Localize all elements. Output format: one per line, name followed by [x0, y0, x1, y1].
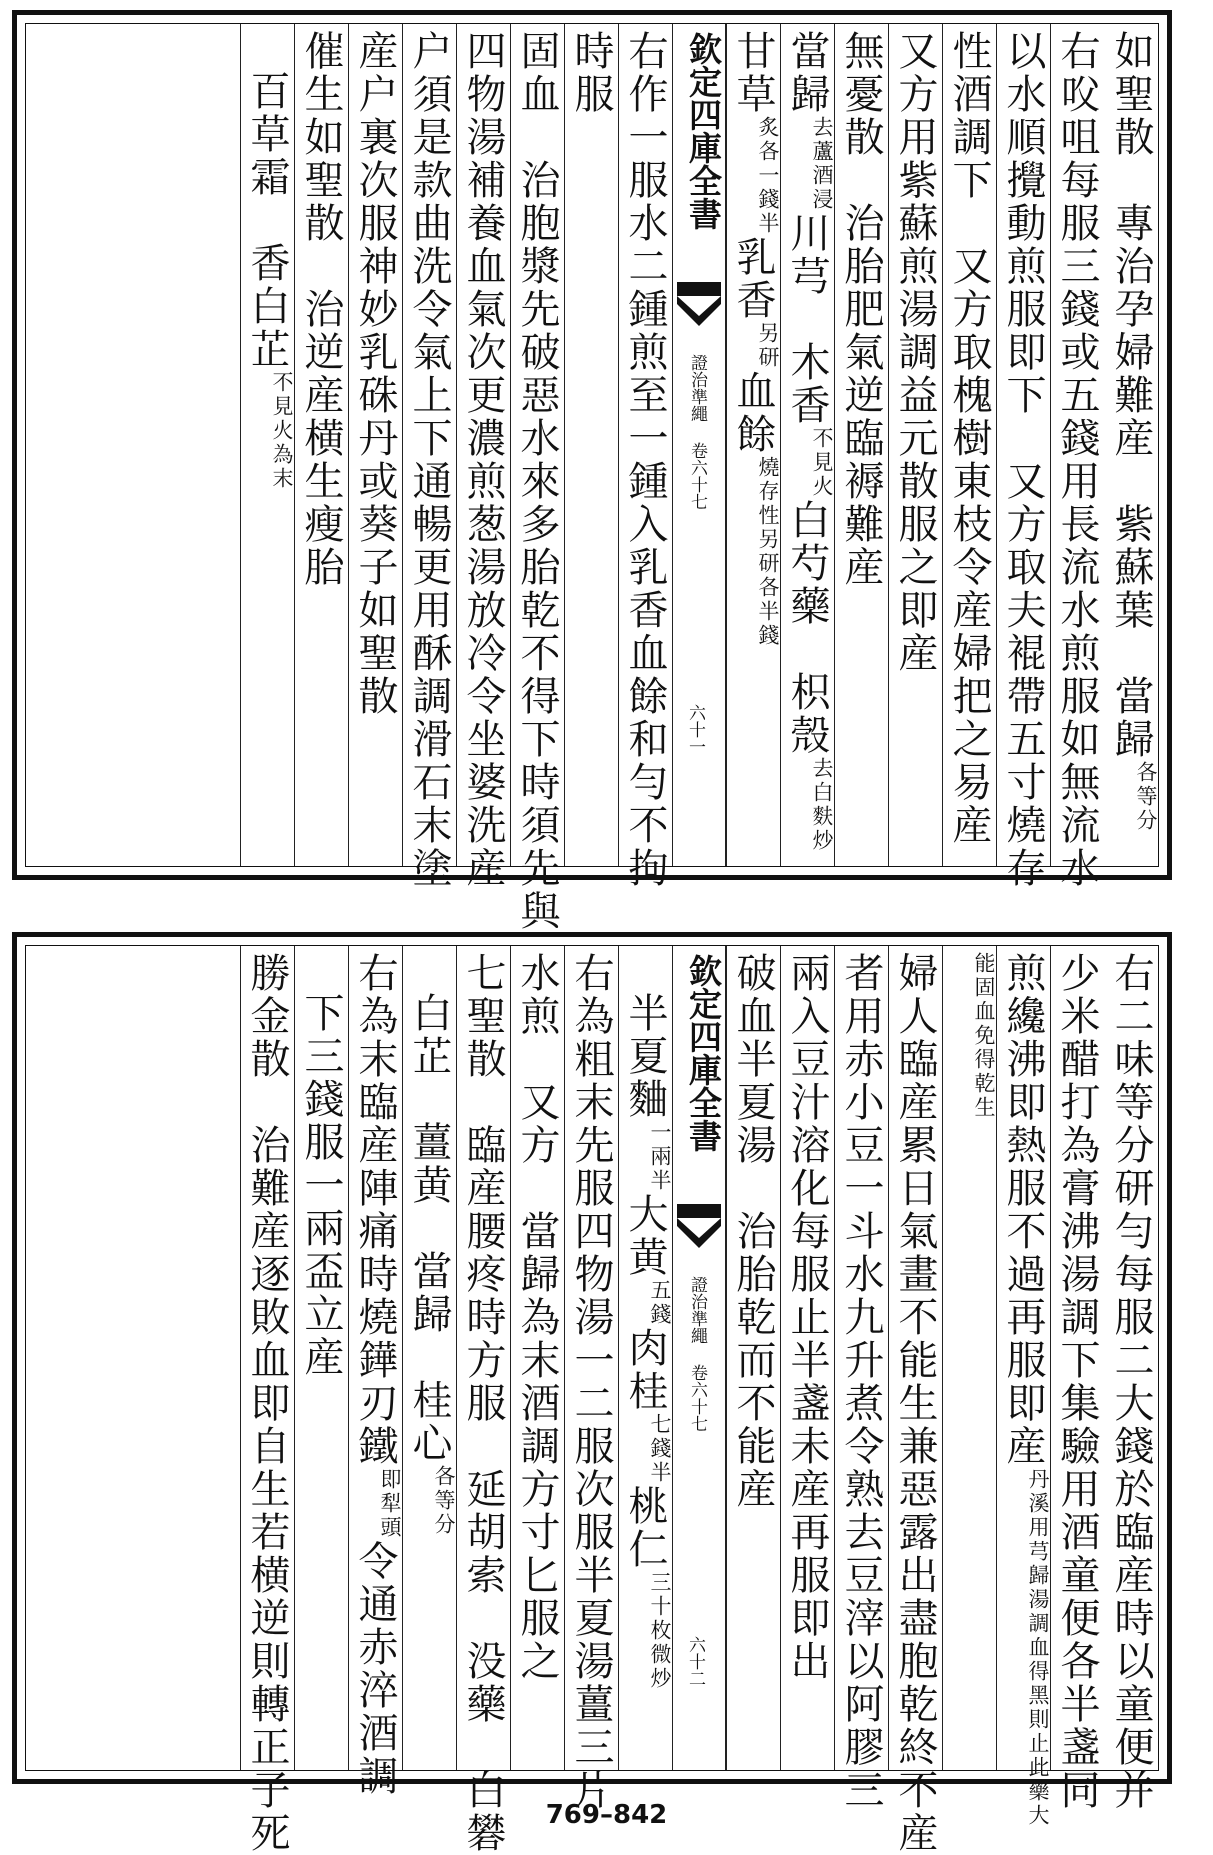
column-text: 産户裏次服神妙乳硃丹或葵子如聖散 [352, 30, 398, 718]
column-text: 如聖散 專治孕婦難産 紫蘇葉 當歸 [1108, 30, 1154, 761]
page-code: 769–842 [545, 1800, 668, 1830]
fish-tail-icon [677, 282, 721, 326]
column-text: 右為粗末先服四物湯一二服次服半夏湯薑三片 [568, 952, 614, 1812]
column-text: 水煎 又方 當歸為末酒調方寸匕服之 [514, 952, 560, 1683]
annotation: 各等分 [432, 1465, 456, 1537]
text-column [618, 946, 672, 1770]
annotation: 不見火 [810, 427, 834, 499]
column-text: 煎纔沸即熱服不過再服即産 [1000, 952, 1046, 1468]
text-column [564, 946, 618, 1812]
column-text: 令通赤淬酒調 [352, 1540, 398, 1798]
column-text: 四物湯補養血氣次更濃煎葱湯放冷令坐婆洗産 [460, 30, 506, 890]
text-column [996, 24, 1050, 890]
column-text: 兩入豆汁溶化每服止半盞未産再服即出 [784, 952, 830, 1683]
top-page-frame [25, 23, 1159, 933]
fish-tail-icon [677, 1204, 721, 1248]
annotation: 炙各一錢半 [756, 116, 780, 236]
text-column [618, 24, 672, 890]
text-column [240, 24, 294, 866]
text-column [726, 24, 780, 866]
annotation: 燒存性另研各半錢 [756, 456, 780, 648]
column-text: 大黄 [622, 1193, 668, 1279]
column-text: 七聖散 臨産腰疼時方服 延胡索 没藥 白礬 [460, 952, 506, 1855]
text-column [456, 946, 510, 1855]
column-text: 時服 [568, 30, 614, 116]
annotation: 去蘆酒浸 [810, 116, 834, 212]
text-column [294, 24, 348, 866]
annotation: 即犁頭 [378, 1468, 402, 1540]
text-column [780, 24, 834, 866]
column-text: 又方用紫蘇煎湯調益元散服之即産 [892, 30, 938, 675]
text-column [510, 946, 564, 1770]
column-text: 右為末臨産陣痛時燒鏵刃鐵 [352, 952, 398, 1468]
annotation: 去白麩炒 [810, 757, 834, 853]
text-column [834, 24, 888, 866]
column-text: 以水順攪動煎服即下 又方取夫裩帶五寸燒存 [1000, 30, 1046, 890]
center-fold [672, 24, 726, 866]
text-column [402, 24, 456, 890]
column-text: 右作一服水二鍾煎至一鍾入乳香血餘和勻不拘 [622, 30, 668, 890]
column-text: 右㕮咀每服三錢或五錢用長流水煎服如無流水 [1054, 30, 1100, 890]
column-text: 乳香 [730, 236, 776, 322]
column-text: 白芍藥 枳殼 [784, 499, 830, 757]
book-title: 欽定四庫全書 [684, 954, 723, 1152]
column-text: 百草霜 香白芷 [244, 70, 290, 371]
column-text: 無憂散 治胎肥氣逆臨褥難産 [838, 30, 884, 589]
column-text: 血餘 [730, 370, 776, 456]
column-text: 勝金散 治難産逐敗血即自生若横逆則轉正子死 [244, 952, 290, 1855]
column-text: 桃仁 [622, 1485, 668, 1571]
text-column [996, 946, 1050, 1828]
page-number: 六十二 [685, 1636, 705, 1687]
annotation: 不見火為末 [270, 371, 294, 491]
annotation: 各等分 [1134, 761, 1158, 833]
column-text: 催生如聖散 治逆産横生瘦胎 [298, 30, 344, 589]
column-text: 固血 治胞漿先破惡水來多胎乾不得下時須先與 [514, 30, 560, 933]
annotation: 另研 [756, 322, 780, 370]
chapter-label: 證治準繩 卷六十七 [687, 1276, 707, 1432]
column-text: 破血半夏湯 治胎乾而不能産 [730, 952, 776, 1511]
column-text: 下三錢服一兩盃立産 [298, 992, 344, 1379]
column-text: 右二味等分研勻每服二大錢於臨産時以童便并 [1108, 952, 1154, 1812]
top-page [12, 10, 1172, 933]
text-column [888, 946, 942, 1855]
column-text: 川芎 木香 [784, 212, 830, 427]
text-column [294, 946, 348, 1770]
text-column [402, 946, 456, 1770]
column-text: 性酒調下 又方取槐樹東枝令産婦把之易産 [946, 30, 992, 847]
column-text: 户須是款曲洗令氣上下通暢更用酥調滑石末塗 [406, 30, 452, 890]
annotation: 三十枚微炒 [648, 1571, 672, 1691]
page-number: 六十一 [685, 704, 705, 755]
annotation: 能固血免得乾生 [972, 952, 996, 1120]
text-column [942, 24, 996, 866]
text-column [888, 24, 942, 866]
annotation: 七錢半 [648, 1413, 672, 1485]
column-text: 半夏麯 [622, 992, 668, 1121]
annotation: 一兩半 [648, 1121, 672, 1193]
column-text: 肉桂 [622, 1327, 668, 1413]
center-fold [672, 946, 726, 1770]
text-column [564, 24, 618, 866]
column-text: 者用赤小豆一斗水九升煮令熟去豆滓以阿膠三 [838, 952, 884, 1812]
text-column [1104, 24, 1158, 866]
text-column [1050, 24, 1104, 890]
text-column [240, 946, 294, 1855]
text-column [1104, 946, 1158, 1812]
text-column [834, 946, 888, 1812]
text-column [348, 24, 402, 866]
annotation: 丹溪用芎歸湯調血得黑則止此藥大 [1026, 1468, 1050, 1828]
text-column [510, 24, 564, 933]
annotation: 五錢 [648, 1279, 672, 1327]
column-text: 甘草 [730, 30, 776, 116]
text-column [1050, 946, 1104, 1812]
text-column [780, 946, 834, 1770]
text-column [456, 24, 510, 890]
column-text: 當歸 [784, 30, 830, 116]
column-text: 婦人臨産累日氣畫不能生兼惡露出盡胞乾終不産 [892, 952, 938, 1855]
column-text: 白芷 薑黄 當歸 桂心 [406, 992, 452, 1465]
text-column [942, 946, 996, 1770]
column-text: 少米醋打為膏沸湯調下集驗用酒童便各半盞同 [1054, 952, 1100, 1812]
chapter-label: 證治準繩 卷六十七 [687, 354, 707, 510]
text-column [726, 946, 780, 1770]
text-column [348, 946, 402, 1798]
book-title: 欽定四庫全書 [684, 32, 723, 230]
